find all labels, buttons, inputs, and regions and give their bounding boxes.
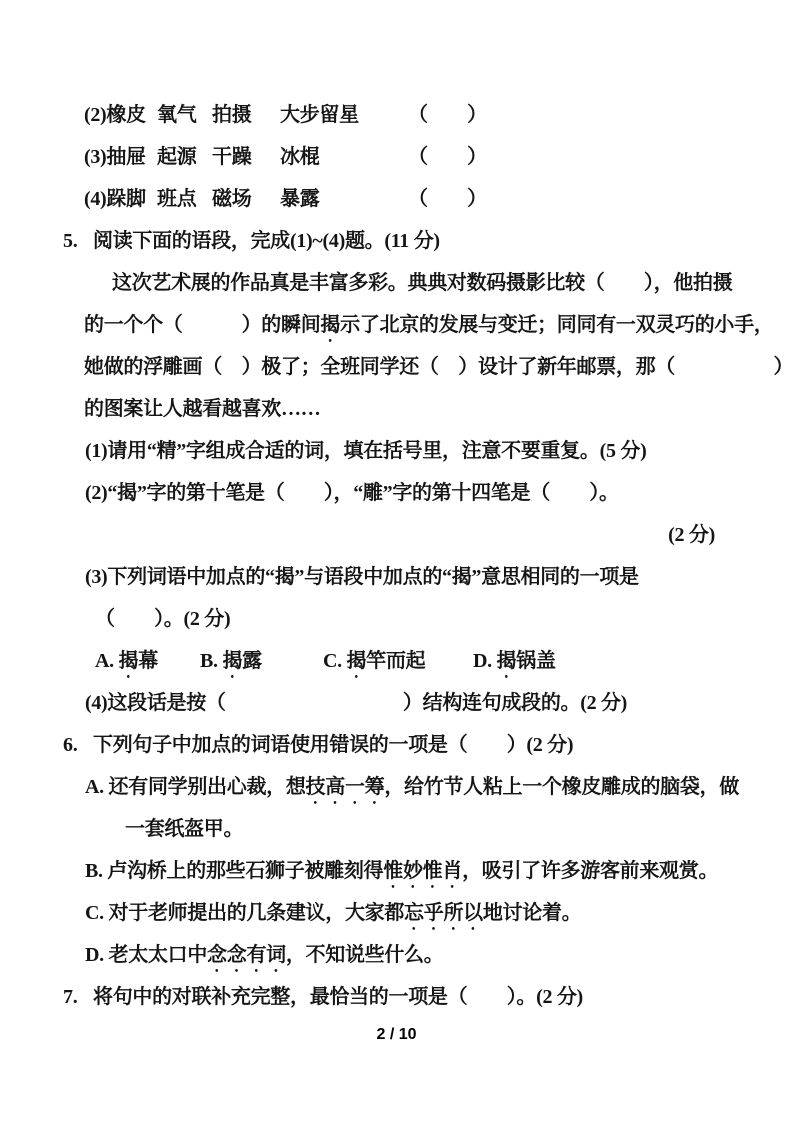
- text-run: (1)请用“精”字组成合适的词，填在括号里，注意不要重复。(5 分): [85, 440, 647, 462]
- question-6-option-d: [85, 934, 793, 976]
- text-run: 氧气: [157, 104, 197, 126]
- passage-line-1: [112, 262, 793, 304]
- text-run: （ ）。(2 分): [95, 608, 231, 630]
- question-5-3-cont: [95, 598, 793, 640]
- text-run: (3)下列词语中加点的“揭”与语段中加点的“揭”意思相同的一项是: [85, 566, 639, 588]
- text-run: 幕: [138, 650, 158, 672]
- text-run: ，给竹节人粘上一个橡皮雕成的脑袋，做: [384, 776, 739, 798]
- question-number: 7.: [63, 986, 78, 1008]
- question-5-3-options: [95, 640, 793, 682]
- question-text: [93, 976, 583, 1018]
- text-run: C.: [323, 650, 347, 672]
- cell: [408, 136, 487, 178]
- text-run: 竿而起: [366, 650, 426, 672]
- question-number: 5.: [63, 230, 78, 252]
- emphasized-text-run: 忘乎所以: [404, 902, 483, 924]
- text-run: 冰棍: [280, 146, 320, 168]
- text-run: 阅读下面的语段，完成(1)~(4)题。(11 分): [93, 230, 440, 252]
- emphasized-text-run: 念念有词: [207, 944, 286, 966]
- text-run: (2)“揭”字的第十笔是（ ），“雕”字的第十四笔是（ ）。: [85, 482, 619, 504]
- cell: [280, 178, 408, 220]
- text-run: C. 对于老师提出的几条建议，大家都: [85, 902, 405, 924]
- emphasized-text-run: 惟妙惟肖: [383, 860, 463, 882]
- document-content: [0, 94, 793, 1018]
- page-number-indicator: 2 / 10: [376, 1026, 417, 1043]
- passage-line-3: [84, 346, 793, 388]
- cell: [84, 136, 157, 178]
- text-run: A. 还有同学别出心裁，想: [85, 776, 306, 798]
- emphasized-text-run: 揭: [222, 650, 243, 672]
- question-5-2-score: [0, 514, 793, 556]
- question-5-1: [85, 430, 793, 472]
- question-5-2: [85, 472, 793, 514]
- text-run: ，不知说些什么。: [285, 944, 444, 966]
- cell: [408, 178, 487, 220]
- emphasized-text-run: 技高一筹: [305, 776, 385, 798]
- emphasized-text-run: 揭: [346, 650, 367, 672]
- text-run: 示了北京的发展与变迁；同同有一双灵巧的小手，: [340, 314, 774, 336]
- text-run: 大步留星: [280, 104, 359, 126]
- text-run: 她做的浮雕画（ ）极了；全班同学还（ ）设计了新年邮票，那（ ）: [84, 356, 793, 378]
- text-run: 露: [242, 650, 262, 672]
- text-run: A.: [95, 650, 119, 672]
- cell: [84, 178, 157, 220]
- text-run: 起源: [157, 146, 197, 168]
- emphasized-text-run: 揭: [496, 650, 517, 672]
- question-number: 6.: [63, 734, 78, 756]
- text-run: (3)抽屉: [84, 146, 146, 168]
- question-5-stem: [63, 220, 793, 262]
- text-run: (4)这段话是按（ ）结构连句成段的。(2 分): [85, 692, 628, 714]
- emphasized-text-run: 揭: [320, 314, 341, 336]
- question-6-option-c: [85, 892, 793, 934]
- question-6-option-b: [85, 850, 793, 892]
- cell: [157, 178, 212, 220]
- cell: [408, 94, 487, 136]
- text-run: 暴露: [280, 188, 320, 210]
- text-run: B. 卢沟桥上的那些石狮子被雕刻得: [85, 860, 384, 882]
- cell: [323, 640, 473, 682]
- cell: [473, 640, 556, 682]
- cell: [212, 94, 280, 136]
- text-run: (2 分): [668, 524, 715, 546]
- text-run: D.: [473, 650, 497, 672]
- text-run: 这次艺术展的作品真是丰富多彩。典典对数码摄影比较（ ），他拍摄: [112, 272, 733, 294]
- text-run: ，吸引了许多游客前来观赏。: [462, 860, 719, 882]
- cell: [280, 136, 408, 178]
- text-run: （ ）: [408, 104, 487, 126]
- question-text: [93, 220, 440, 262]
- emphasized-text-run: 揭: [118, 650, 139, 672]
- word-group-4: [84, 178, 793, 220]
- question-text: [93, 724, 573, 766]
- cell: [84, 94, 157, 136]
- text-run: 一套纸盔甲。: [125, 818, 244, 840]
- question-6-stem: [63, 724, 793, 766]
- text-run: 磁场: [212, 188, 252, 210]
- cell: [157, 136, 212, 178]
- cell: [200, 640, 323, 682]
- passage-line-4: [84, 388, 793, 430]
- text-run: 的图案让人越看越喜欢……: [84, 398, 321, 420]
- text-run: B.: [200, 650, 223, 672]
- question-7-stem: [63, 976, 793, 1018]
- word-group-3: [84, 136, 793, 178]
- text-run: 地讨论着。: [482, 902, 582, 924]
- question-6-option-a-cont: [125, 808, 793, 850]
- word-group-2: [84, 94, 793, 136]
- cell: [157, 94, 212, 136]
- passage-line-2: [84, 304, 793, 346]
- cell: [212, 178, 280, 220]
- text-run: (2)橡皮: [84, 104, 146, 126]
- cell: [280, 94, 408, 136]
- cell: [212, 136, 280, 178]
- text-run: 拍摄: [212, 104, 252, 126]
- text-run: D. 老太太口中: [85, 944, 208, 966]
- text-run: （ ）: [408, 146, 487, 168]
- question-5-4: [85, 682, 793, 724]
- text-run: 班点: [157, 188, 197, 210]
- cell: [95, 640, 200, 682]
- text-run: 锅盖: [516, 650, 556, 672]
- text-run: 的一个个（ ）的瞬间: [84, 314, 321, 336]
- question-6-option-a: [85, 766, 793, 808]
- question-5-3: [85, 556, 793, 598]
- text-run: 下列句子中加点的词语使用错误的一项是（ ）(2 分): [93, 734, 574, 756]
- text-run: (4)跺脚: [84, 188, 146, 210]
- text-run: （ ）: [408, 188, 487, 210]
- text-run: 将句中的对联补充完整，最恰当的一项是（ ）。(2 分): [93, 986, 583, 1008]
- text-run: 干躁: [212, 146, 252, 168]
